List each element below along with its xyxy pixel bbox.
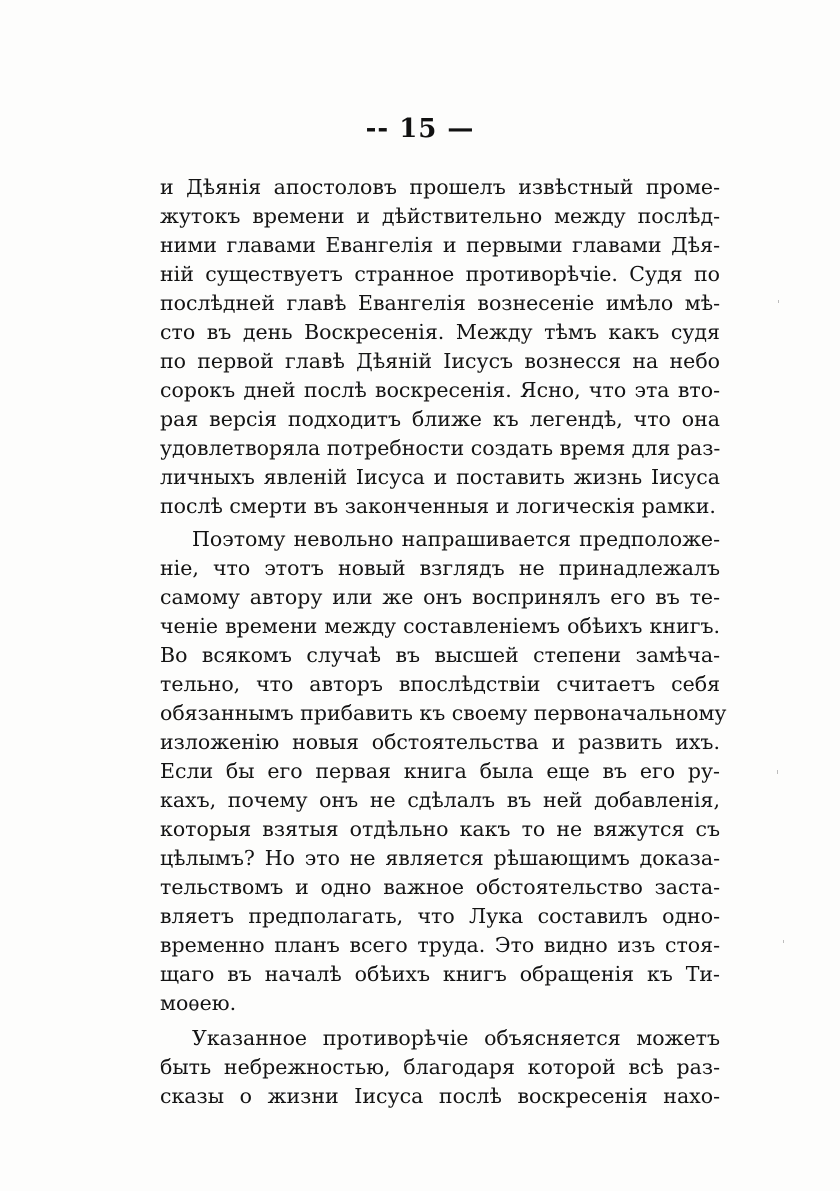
text-line: Если бы его первая книга была еще въ его ру- [160, 759, 720, 783]
text-line: ними главами Евангелія и первыми главами Дѣя- [160, 233, 720, 257]
text-line: ченіе времени между составленіемъ обѣихъ книгъ. [160, 614, 720, 638]
paragraph-first-line: Поэтому невольно напрашивается предположе- [192, 527, 720, 551]
text-line: обязаннымъ прибавить къ своему первоначальному [160, 701, 727, 725]
scan-mark [783, 940, 784, 943]
text-line: Во всякомъ случаѣ въ высшей степени замѣча- [160, 643, 720, 667]
text-line: самому автору или же онъ воспринялъ его въ те- [160, 585, 720, 609]
text-line: изложенію новыя обстоятельства и развить ихъ. [160, 730, 720, 754]
page-number: -- 15 — [365, 114, 475, 144]
text-line: быть небрежностью, благодаря которой всѣ раз- [160, 1055, 720, 1079]
text-line: личныхъ явленій Іисуса и поставить жизнь Іисуса [160, 465, 720, 489]
text-line: моѳею. [160, 991, 237, 1015]
text-line: жутокъ времени и дѣйствительно между послѣд- [160, 204, 720, 228]
text-line: щаго въ началѣ обѣихъ книгъ обращенія къ Ти- [160, 962, 720, 986]
text-line: тельствомъ и одно важное обстоятельство заста- [160, 875, 720, 899]
text-line: удовлетворяла потребности создать время для раз- [160, 436, 721, 460]
scan-mark [777, 770, 778, 774]
paragraph-first-line: Указанное противорѣчіе объясняется можетъ [192, 1026, 720, 1050]
text-line: кахъ, почему онъ не сдѣлалъ въ ней добавленія, [160, 788, 720, 812]
text-line: ніе, что этотъ новый взглядъ не принадлежалъ [160, 556, 720, 580]
text-line: сказы о жизни Іисуса послѣ воскресенія нахо- [160, 1084, 720, 1108]
text-line: сто въ день Воскресенія. Между тѣмъ какъ судя [160, 320, 720, 344]
text-line: и Дѣянія апостоловъ прошелъ извѣстный проме- [160, 175, 720, 199]
text-line: тельно, что авторъ впослѣдствіи считаетъ себя [160, 672, 720, 696]
text-line: рая версія подходитъ ближе къ легендѣ, что она [160, 407, 720, 431]
text-line: по первой главѣ Дѣяній Іисусъ вознесся на небо [160, 349, 720, 373]
text-line: послѣ смерти въ законченныя и логическія рамки. [160, 494, 716, 518]
text-line: ній существуетъ странное противорѣчіе. Судя по [160, 262, 720, 286]
scan-mark [778, 300, 779, 303]
text-line: послѣдней главѣ Евангелія вознесеніе имѣло мѣ- [160, 291, 720, 315]
text-line: сорокъ дней послѣ воскресенія. Ясно, что эта вто- [160, 378, 720, 402]
text-line: временно планъ всего труда. Это видно изъ стоя- [160, 933, 720, 957]
text-line: которыя взятыя отдѣльно какъ то не вяжутся съ [160, 817, 720, 841]
text-line: цѣлымъ? Но это не является рѣшающимъ доказа- [160, 846, 720, 870]
text-line: вляетъ предполагать, что Лука составилъ одно- [160, 904, 720, 928]
